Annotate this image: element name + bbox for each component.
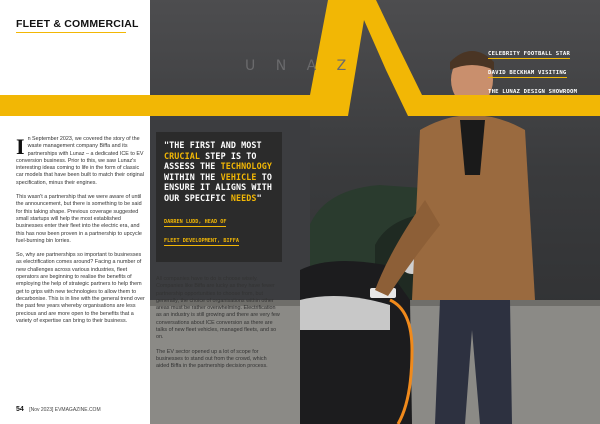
quote-highlight: VEHICLE: [220, 171, 257, 182]
showroom-wall-lettering: U N A Z: [245, 58, 355, 74]
article-paragraph: [16, 136, 148, 187]
section-tag-underline: [16, 32, 126, 33]
article-paragraph: So, why are partnerships so important to businesses as electrification comes around? Facing a number of new challenges across various industries, fleet operators are beginning to realise the benefits of employing the help of strategic partners to help them get to grips with new technologies to allow them to decarbonise. This is in line with the general trend over the past few years whereby organisations are less precious and are more open to the benefits that a variety of expertise can bring to their business.: [16, 252, 145, 324]
electric-car-body: [300, 261, 412, 424]
site-name: EVMAGAZINE.COM: [54, 407, 101, 413]
page-number: 54: [16, 406, 24, 413]
attribution-line-2: FLEET DEVELOPMENT, BIFFA: [164, 237, 239, 244]
quote-highlight: CRUCIAL: [164, 150, 200, 161]
article-paragraph: All companies have to do is choose wisely. Companies like Biffa are lucky as they have fewer partnership opportunities to choose from, but generally, the choice of organisations within other areas must be rather overwhelming. Electrification as an industry is still growing and there are very few conversations about ICE conversion as there are talks of new fleet vehicles, managed fleets, and so on.: [156, 276, 280, 341]
attribution-line-1: DARREN LUDD, HEAD OF: [164, 218, 227, 225]
article-paragraph: This wasn't a partnership that we were aware of until the announcement, but there is something to be said for this taking shape. Previous coverage suggested small startups will help the most established businesses enter their fleet into the electric era, and this has now been proven in a partnership to upcycle fuel-burning bin lorries.: [16, 194, 142, 244]
pull-quote: [156, 132, 282, 262]
paragraph-text: n September 2023, we covered the story of the waste management company Biffa and its partnerships with Lunaz – a dedicated ICE to EV conversion business. Prior to this, we saw Lunaz's interesting ideas coming to life in the form of classic car models that have been built to match their original specification, minus their engines.: [16, 136, 144, 186]
quote-segment: ": [256, 192, 262, 203]
accent-band-left: [0, 95, 150, 116]
caption-line-2: DAVID BECKHAM VISITING: [488, 70, 567, 76]
quote-highlight: NEEDS: [230, 192, 257, 203]
caption-line-3: THE LUNAZ DESIGN SHOWROOM: [488, 89, 578, 95]
quote-segment: "THE FIRST AND MOST: [164, 140, 262, 150]
quote-highlight: TECHNOLOGY: [220, 161, 272, 172]
drop-cap: I: [16, 134, 25, 159]
page-footer: [16, 406, 101, 413]
article-column-2: [156, 276, 280, 378]
quote-segment: WITHIN THE: [164, 171, 221, 182]
quote-segment: STEP IS TO ASSESS THE: [164, 150, 257, 172]
quote-attribution: [164, 210, 274, 248]
article-column-1: [16, 136, 148, 332]
section-tag: FLEET & COMMERCIAL: [16, 18, 139, 30]
issue-date: [Nov 2023]: [29, 407, 54, 413]
caption-line-1: CELEBRITY FOOTBALL STAR: [488, 51, 571, 57]
photo-caption: [488, 42, 596, 99]
pull-quote-text: [164, 140, 274, 204]
article-paragraph: The EV sector opened up a lot of scope for businesses to stand out from the crowd, which aided Biffa in the partnership decision process.: [156, 348, 268, 370]
quote-segment: TO ENSURE IT ALIGNS WITH OUR SPECIFIC: [164, 171, 273, 203]
